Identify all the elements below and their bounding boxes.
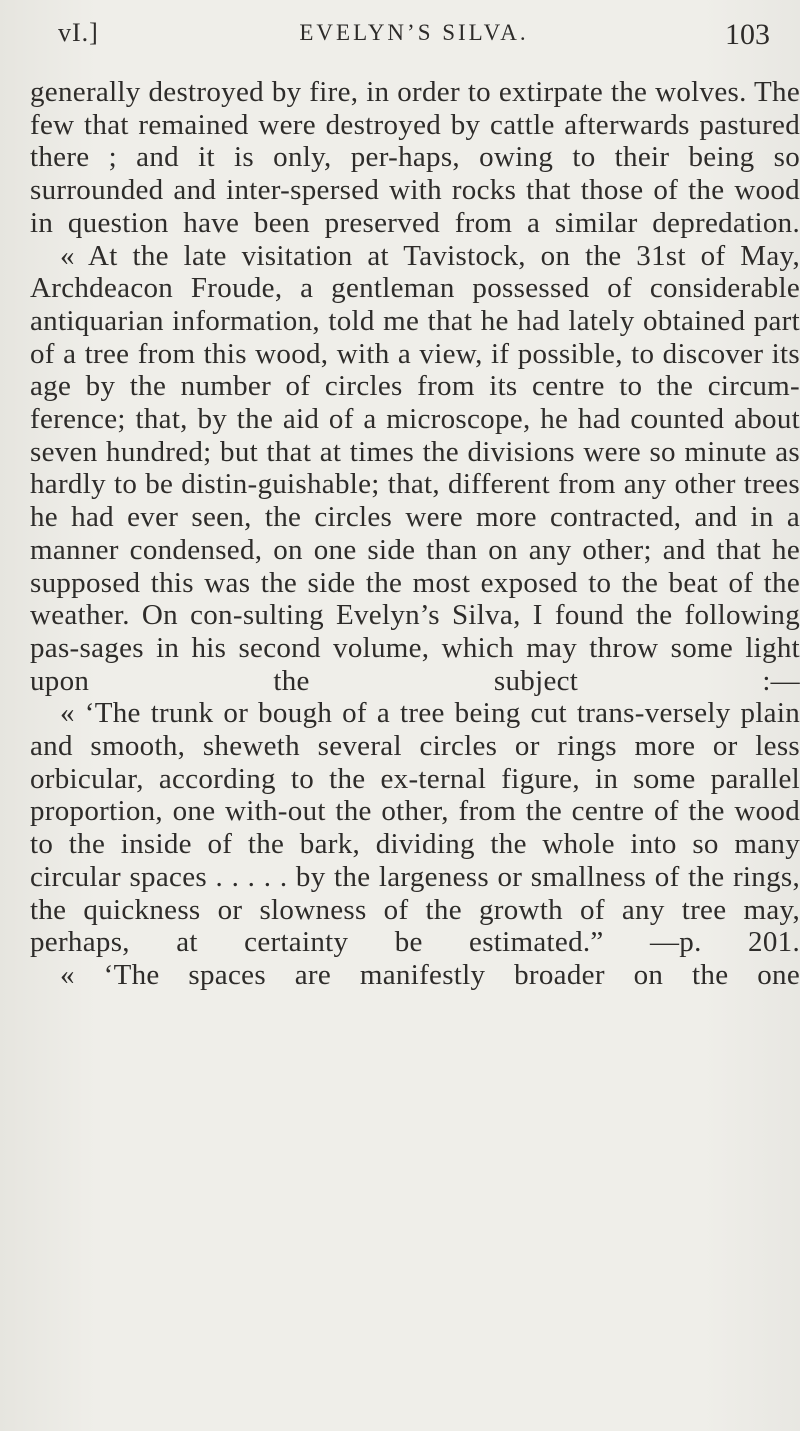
running-head xyxy=(58,18,770,58)
section-number: vI.] xyxy=(58,18,99,47)
paragraph: generally destroyed by fire, in order to extirpate the wolves. The few that remained were destroyed by cattle afterwards pastured there ; and it is only, per-haps, owing to their being so surrounded and inter-spersed with rocks that those of the wood in question have been preserved from a similar depredation. xyxy=(30,76,800,239)
running-title: EVELYN’S SILVA. xyxy=(299,20,529,45)
paragraph: « ‘The trunk or bough of a tree being cut trans-versely plain and smooth, sheweth several circles or rings more or less orbicular, according to the ex-ternal figure, in some parallel proportion, one with-out the other, from the centre of the wood to the inside of the bark, dividing the whole into so many circular spaces . . . . . by the largeness or smallness of the rings, the quickness or slowness of the growth of any tree may, perhaps, at certainty be estimated.” —p. 201. xyxy=(30,697,800,959)
page-number: 103 xyxy=(725,18,770,51)
body-text xyxy=(30,76,800,992)
paragraph: « ‘The spaces are manifestly broader on the one xyxy=(60,958,800,991)
paragraph: « At the late visitation at Tavistock, on the 31st of May, Archdeacon Froude, a gentleman possessed of considerable antiquarian information, told me that he had lately obtained part of a tree from this wood, with a view, if possible, to discover its age by the number of circles from its centre to the circum-ference; that, by the aid of a microscope, he had counted about seven hundred; but that at times the divisions were so minute as hardly to be distin-guishable; that, different from any other trees he had ever seen, the circles were more contracted, and in a manner condensed, on one side than on any other; and that he supposed this was the side the most exposed to the beat of the weather. On con-sulting Evelyn’s Silva, I found the following pas-sages in his second volume, which may throw some light upon the subject :— xyxy=(30,239,800,697)
